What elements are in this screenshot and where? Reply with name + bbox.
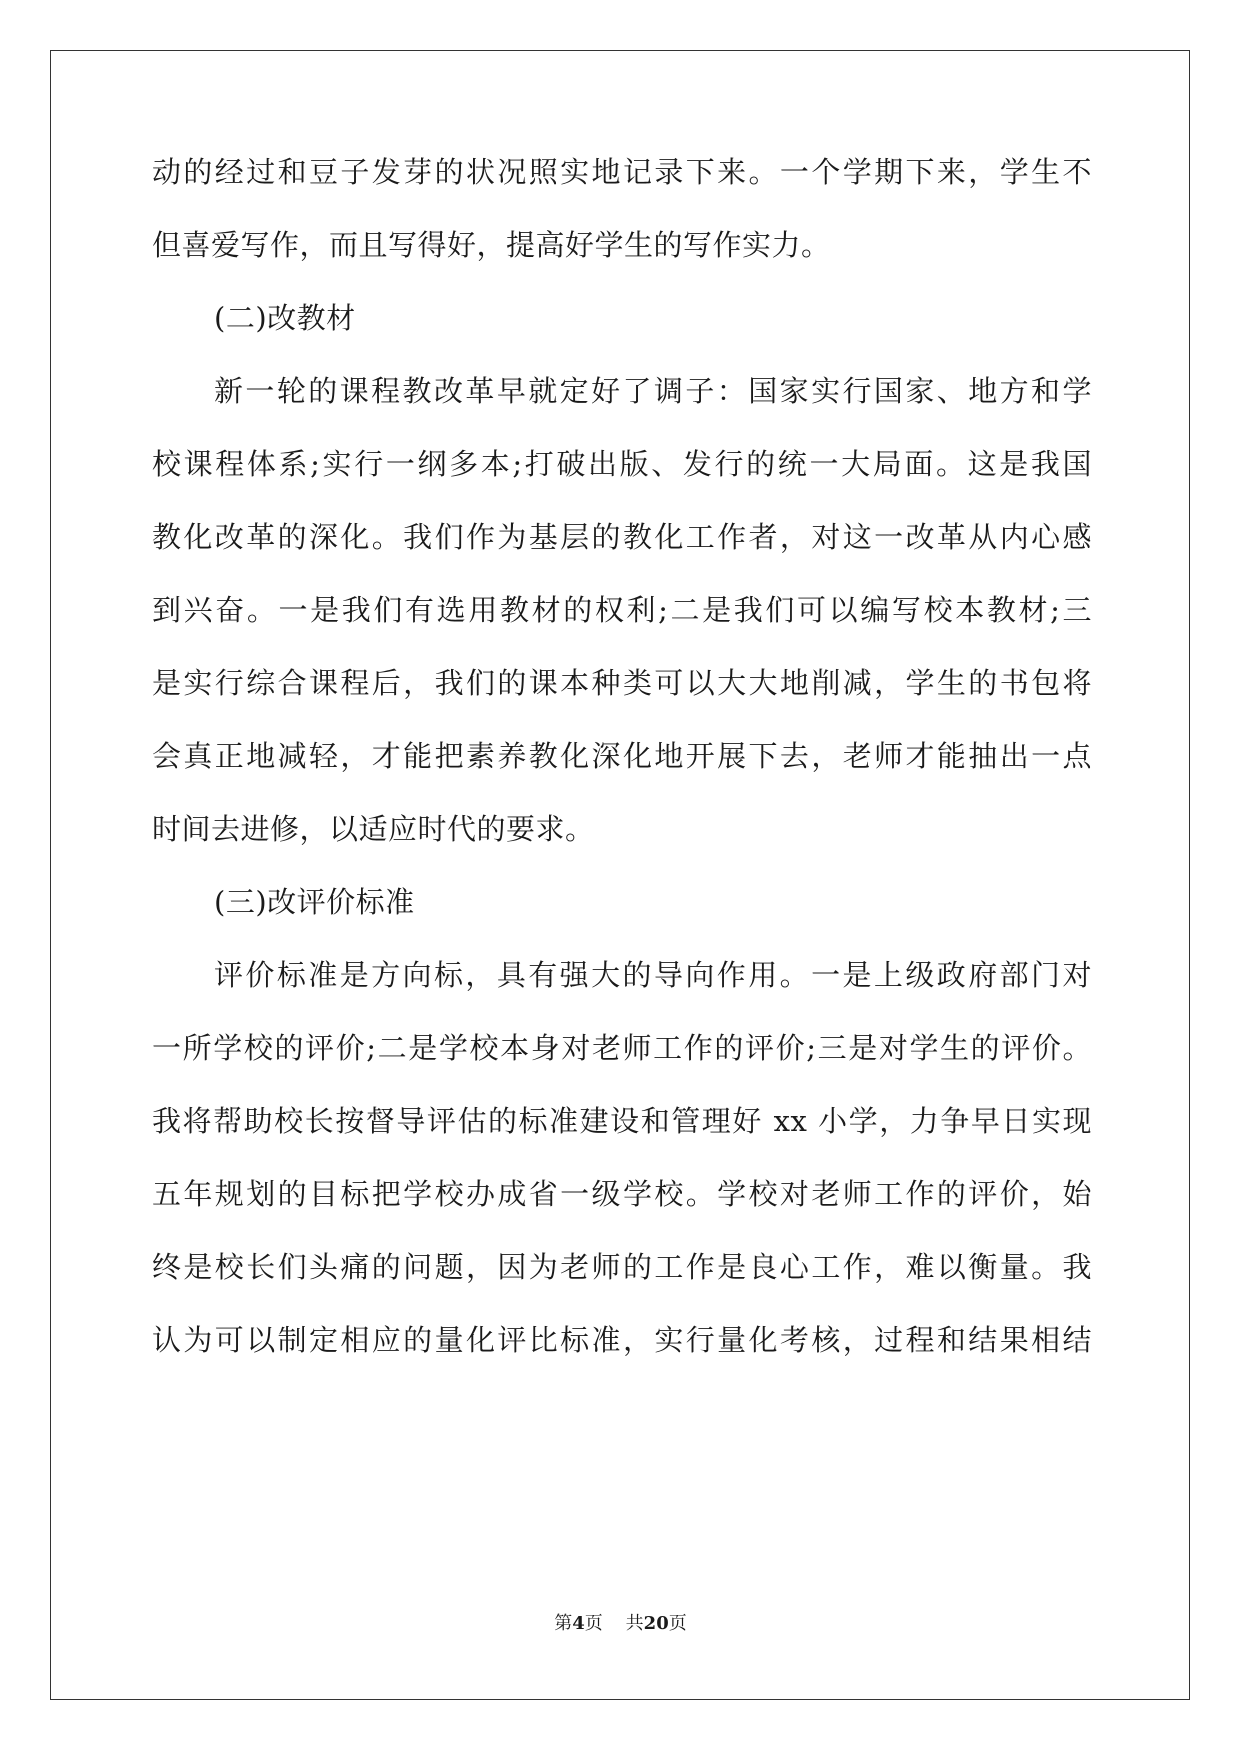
page-footer [0,1612,1241,1636]
text-line-2: 但喜爱写作，而且写得好，提高好学生的写作实力。 [152,228,831,262]
footer-page-suffix: 页 [584,1613,603,1634]
text-line-12: 评价标准是方向标，具有强大的导向作用。一是上级政府部门对 [214,958,1092,992]
footer-page-current: 4 [572,1613,585,1634]
text-line-8: 是实行综合课程后，我们的课本种类可以大大地削减，学生的书包将 [152,666,1092,700]
footer-page-total: 20 [643,1613,669,1634]
footer-total-prefix: 共 [625,1613,644,1634]
text-line-13: 一所学校的评价;二是学校本身对老师工作的评价;三是对学生的评价。 [152,1031,1092,1065]
text-line-17: 认为可以制定相应的量化评比标准，实行量化考核，过程和结果相结 [152,1323,1092,1357]
text-line-16: 终是校长们头痛的问题，因为老师的工作是良心工作，难以衡量。我 [152,1250,1092,1284]
text-line-10: 时间去进修，以适应时代的要求。 [152,812,595,846]
text-line-14: 我将帮助校长按督导评估的标准建设和管理好 xx 小学，力争早日实现 [152,1104,1092,1138]
footer-total-suffix: 页 [668,1613,687,1634]
text-line-6: 教化改革的深化。我们作为基层的教化工作者，对这一改革从内心感 [152,520,1092,554]
text-line-5: 校课程体系;实行一纲多本;打破出版、发行的统一大局面。这是我国 [152,447,1092,481]
text-line-1: 动的经过和豆子发芽的状况照实地记录下来。一个学期下来，学生不 [152,155,1092,189]
text-line-7: 到兴奋。一是我们有选用教材的权利;二是我们可以编写校本教材;三 [152,593,1092,627]
section-heading-3: (三)改评价标准 [214,885,415,919]
section-heading-2: (二)改教材 [214,301,356,335]
text-line-9: 会真正地减轻，才能把素养教化深化地开展下去，老师才能抽出一点 [152,739,1092,773]
text-line-4: 新一轮的课程教改革早就定好了调子：国家实行国家、地方和学 [214,374,1092,408]
footer-page-prefix: 第 [554,1613,573,1634]
text-line-15: 五年规划的目标把学校办成省一级学校。学校对老师工作的评价，始 [152,1177,1092,1211]
